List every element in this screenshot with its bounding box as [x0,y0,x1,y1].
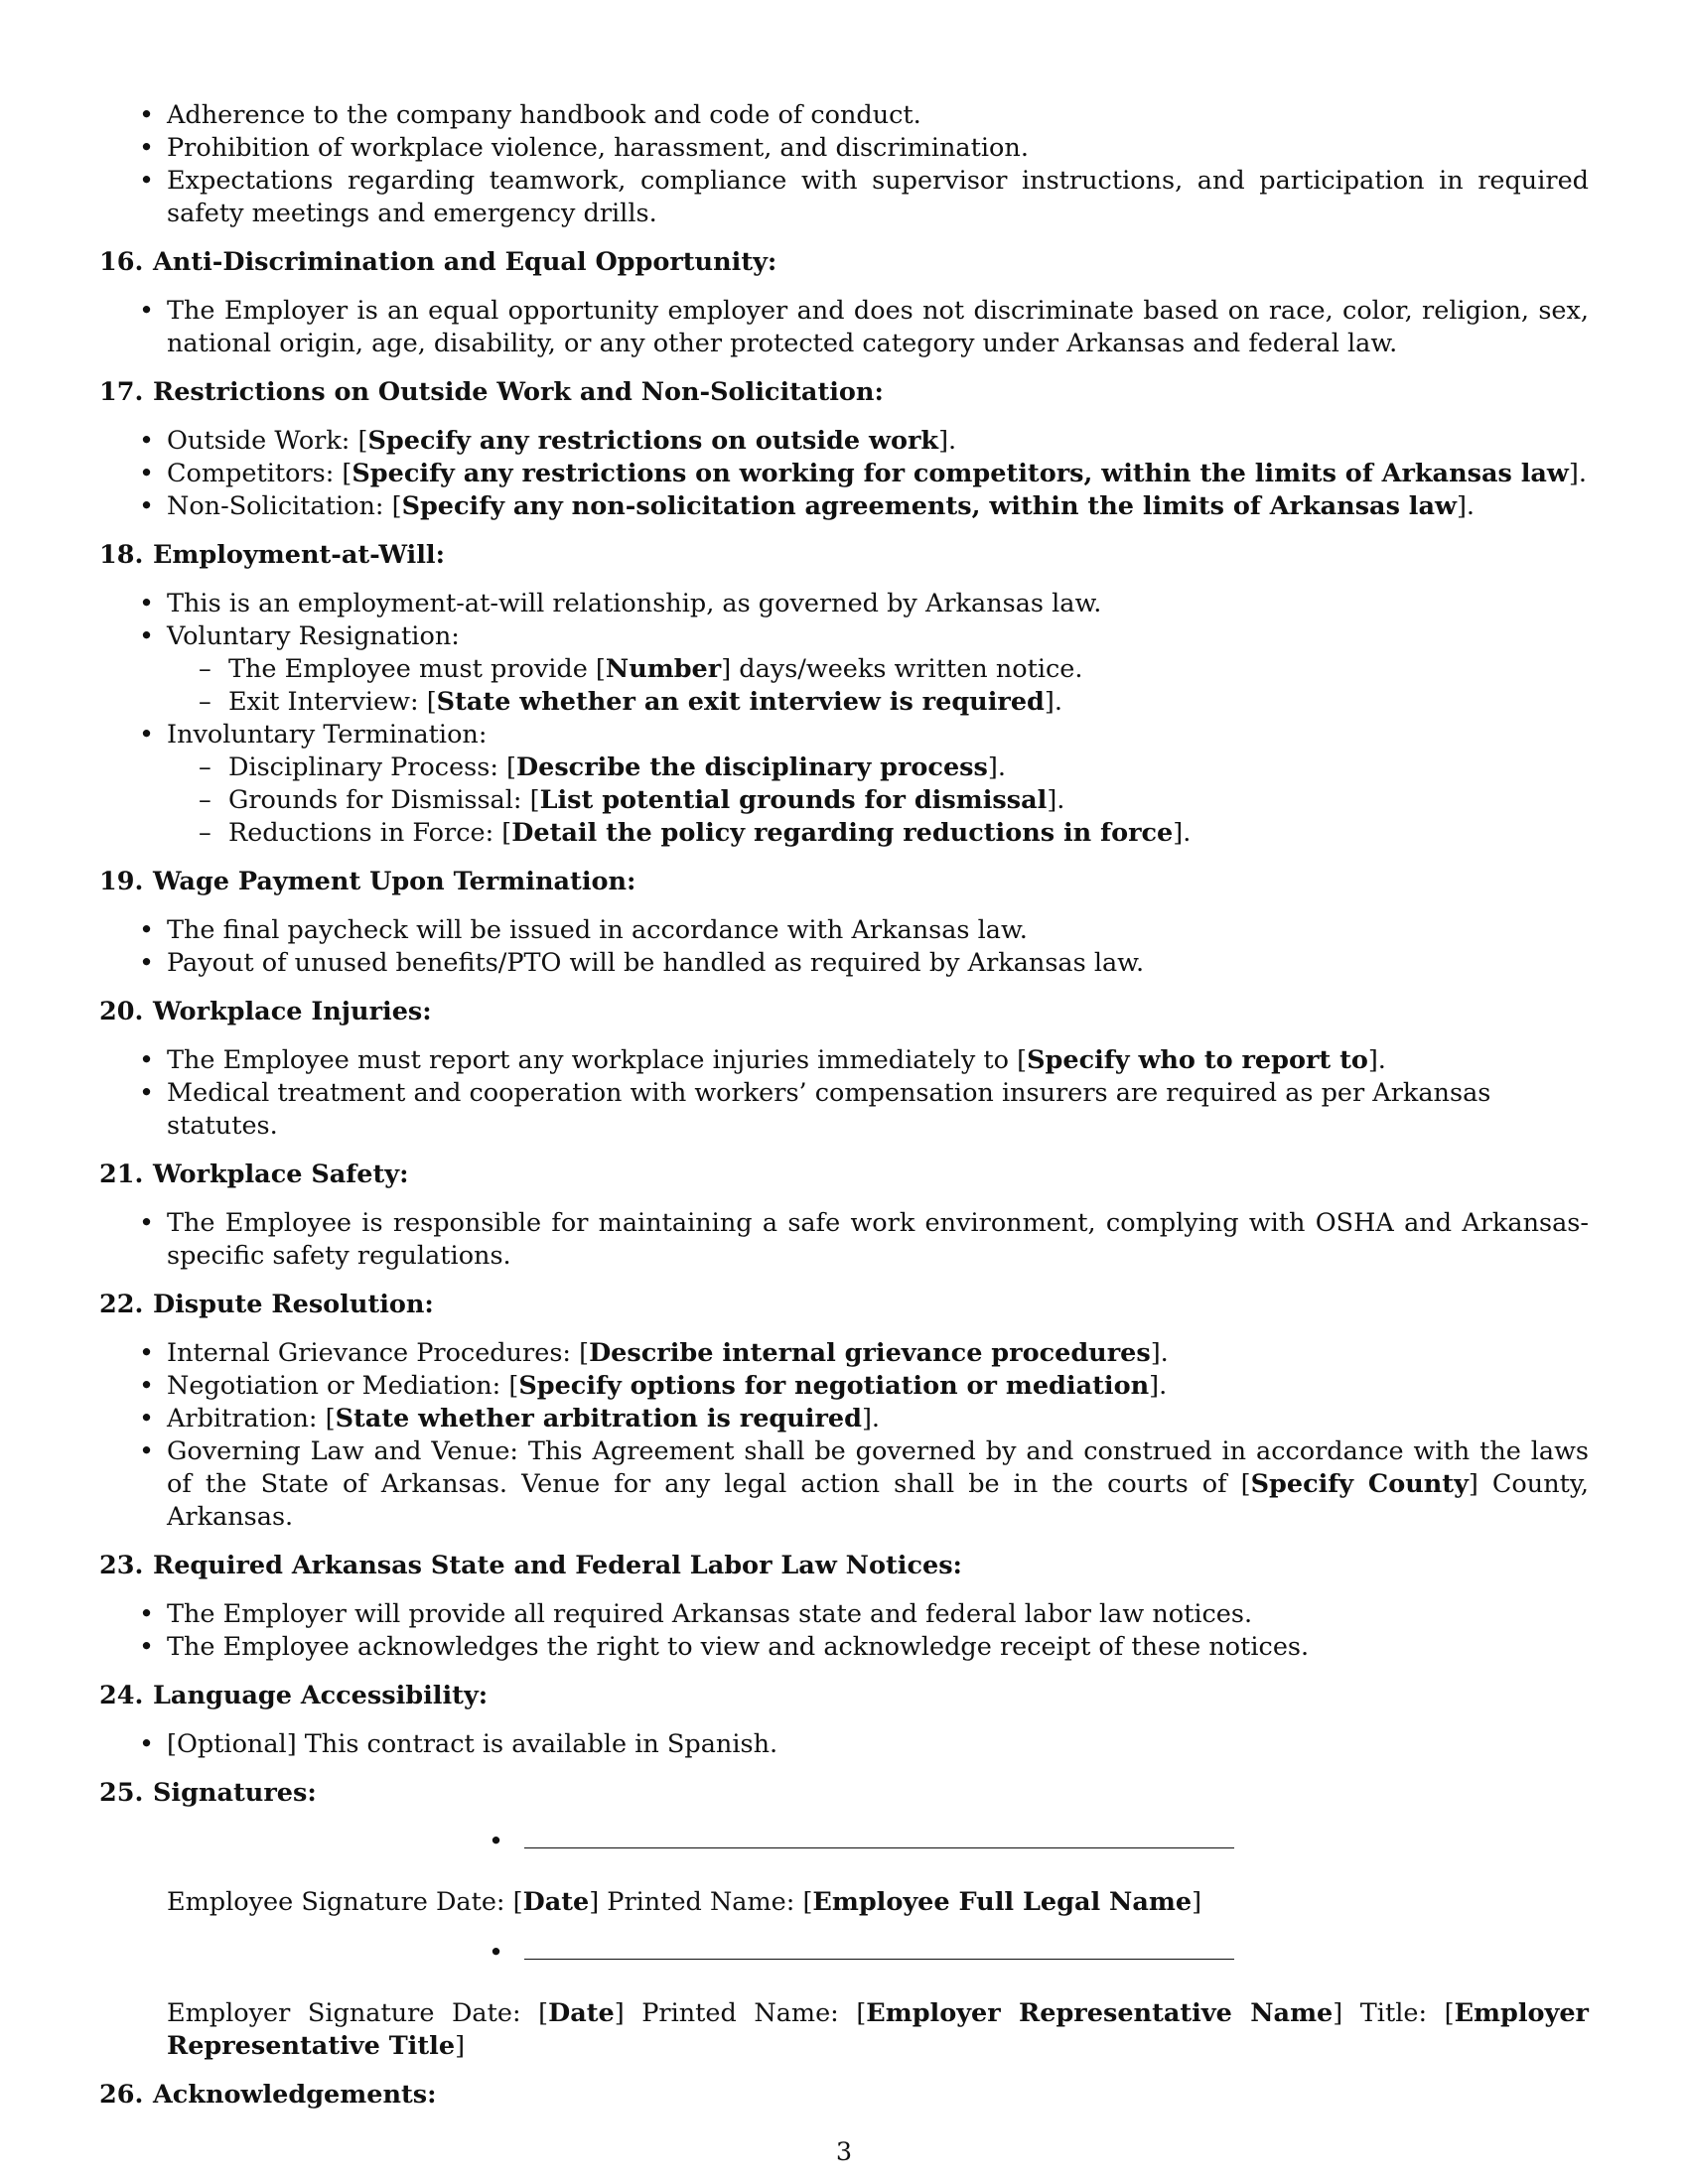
section-25-heading [99,1777,1589,1810]
signature-rule [524,1847,1234,1848]
list-item: • Outside Work: [Specify any restrictions on outside work]. [99,425,1589,458]
section-24-heading [99,1680,1589,1712]
section-title: Workplace Injuries: [153,997,432,1026]
list-item: • Non-Solicitation: [Specify any non-solicitation agreements, within the limits of Arkansas law]. [99,490,1589,523]
placeholder-field: List potential grounds for dismissal [539,785,1048,815]
section-24-list [99,1728,1589,1761]
section-19-list [99,914,1589,980]
list-item: • Internal Grievance Procedures: [Describe internal grievance procedures]. [99,1337,1589,1370]
section-title: Restrictions on Outside Work and Non-Solicitation: [153,377,884,407]
bullet: • [489,1938,504,1968]
placeholder-field: Specify options for negotiation or mediation [518,1371,1150,1401]
section-number: 16. [99,247,144,277]
list-item: • Negotiation or Mediation: [Specify options for negotiation or mediation]. [99,1370,1589,1403]
section-number: 25. [99,1778,144,1808]
page-number: 3 [835,2137,853,2167]
section-22-list [99,1337,1589,1534]
bullet: • [489,1827,504,1856]
placeholder-field: Date [522,1887,590,1917]
list-item: • The Employer is an equal opportunity employer and does not discriminate based on race, color, religion, sex, national origin, age, disability, or any other protected category under Arkansas and federal law. [99,295,1589,360]
employee-signature-block: Employee Signature Date: [Date] Printed Name: [Employee Full Legal Name] [167,1887,1202,1917]
sub-list-item: – Exit Interview: [State whether an exit interview is required]. [99,686,1589,719]
section-18-list [99,588,1589,653]
section-title: Language Accessibility: [153,1681,489,1710]
section-title: Anti-Discrimination and Equal Opportunity: [153,247,777,277]
section-title: Employment-at-Will: [153,540,446,570]
section-26-heading [99,2079,1589,2112]
section-title: Wage Payment Upon Termination: [153,867,636,896]
placeholder-field: Describe internal grievance procedures [589,1338,1151,1368]
list-item: • The Employee is responsible for maintaining a safe work environment, complying with OSHA and Arkansas-specific safety regulations. [99,1207,1589,1273]
employer-signature-line[interactable] [99,1937,1589,1970]
section-20-list [99,1044,1589,1143]
employer-signature-block: Employer Signature Date: [Date] Printed Name: [Employer Representative Name] Title: [Employer Representative Title] [167,1998,1589,2061]
list-item: • [Optional] This contract is available in Spanish. [99,1728,1589,1761]
signature-rule [524,1959,1234,1960]
section-21-heading [99,1159,1589,1191]
placeholder-field: Specify County [1250,1469,1469,1499]
section-17-list [99,425,1589,523]
section-23-heading [99,1550,1589,1582]
placeholder-field: Employee Full Legal Name [812,1887,1193,1917]
section-number: 26. [99,2080,144,2110]
section-title: Signatures: [153,1778,317,1808]
list-item: • Governing Law and Venue: This Agreement shall be governed by and construed in accordance with the laws of the State of Arkansas. Venue for any legal action shall be in the courts of [Specify County] County, Arkansas. [99,1435,1589,1534]
section-22-heading [99,1289,1589,1321]
sub-list-item: – Reductions in Force: [Detail the policy regarding reductions in force]. [99,817,1589,850]
list-item: • Voluntary Resignation: [99,620,1589,653]
placeholder-field: Date [548,1998,615,2028]
placeholder-field: Detail the policy regarding reductions in force [511,818,1174,848]
list-item: • Payout of unused benefits/PTO will be handled as required by Arkansas law. [99,947,1589,980]
list-item: • The Employer will provide all required Arkansas state and federal labor law notices. [99,1598,1589,1631]
list-item: • This is an employment-at-will relationship, as governed by Arkansas law. [99,588,1589,620]
placeholder-field: Number [605,654,722,684]
section-number: 23. [99,1551,144,1580]
list-item: • The final paycheck will be issued in accordance with Arkansas law. [99,914,1589,947]
conduct-list [99,99,1589,230]
placeholder-field: Specify any non-solicitation agreements, within the limits of Arkansas law [401,491,1457,521]
placeholder-field: Employer Representative Title [167,1998,1589,2061]
section-number: 19. [99,867,144,896]
placeholder-field: Employer Representative Name [866,1998,1334,2028]
section-number: 22. [99,1290,144,1319]
placeholder-field: State whether arbitration is required [335,1404,862,1433]
section-title: Workplace Safety: [153,1160,409,1189]
document-page [99,99,1589,2127]
list-item: • The Employee must report any workplace injuries immediately to [Specify who to report to]. [99,1044,1589,1077]
sub-list-item: – Grounds for Dismissal: [List potential grounds for dismissal]. [99,784,1589,817]
section-title: Dispute Resolution: [153,1290,434,1319]
section-number: 18. [99,540,144,570]
sub-list-item: – The Employee must provide [Number] days/weeks written notice. [99,653,1589,686]
section-number: 17. [99,377,144,407]
section-21-list [99,1207,1589,1273]
voluntary-sublist [99,653,1589,719]
list-item: • Medical treatment and cooperation with workers’ compensation insurers are required as per Arkansas statutes. [99,1077,1589,1143]
section-17-heading [99,376,1589,409]
placeholder-field: Specify who to report to [1027,1045,1368,1075]
involuntary-sublist [99,751,1589,850]
list-item: • Competitors: [Specify any restrictions on working for competitors, within the limits of Arkansas law]. [99,458,1589,490]
list-item: • Arbitration: [State whether arbitration is required]. [99,1403,1589,1435]
list-item: • Involuntary Termination: [99,719,1589,751]
employee-signature-line[interactable] [99,1826,1589,1858]
placeholder-field: Specify any restrictions on outside work [367,426,939,456]
section-20-heading [99,996,1589,1028]
section-title: Required Arkansas State and Federal Labor Law Notices: [153,1551,962,1580]
placeholder-field: Describe the disciplinary process [515,752,988,782]
section-title: Acknowledgements: [153,2080,437,2110]
section-16-heading [99,246,1589,279]
section-number: 21. [99,1160,144,1189]
list-item: • Adherence to the company handbook and code of conduct. [99,99,1589,132]
section-19-heading [99,866,1589,898]
section-16-list [99,295,1589,360]
section-18-heading [99,539,1589,572]
sub-list-item: – Disciplinary Process: [Describe the disciplinary process]. [99,751,1589,784]
placeholder-field: State whether an exit interview is required [436,687,1045,717]
placeholder-field: Specify any restrictions on working for competitors, within the limits of Arkansas law [352,459,1569,488]
section-23-list [99,1598,1589,1664]
list-item: • Expectations regarding teamwork, compliance with supervisor instructions, and participation in required safety meetings and emergency drills. [99,165,1589,230]
section-number: 24. [99,1681,144,1710]
section-number: 20. [99,997,144,1026]
list-item: • Prohibition of workplace violence, harassment, and discrimination. [99,132,1589,165]
list-item: • The Employee acknowledges the right to view and acknowledge receipt of these notices. [99,1631,1589,1664]
